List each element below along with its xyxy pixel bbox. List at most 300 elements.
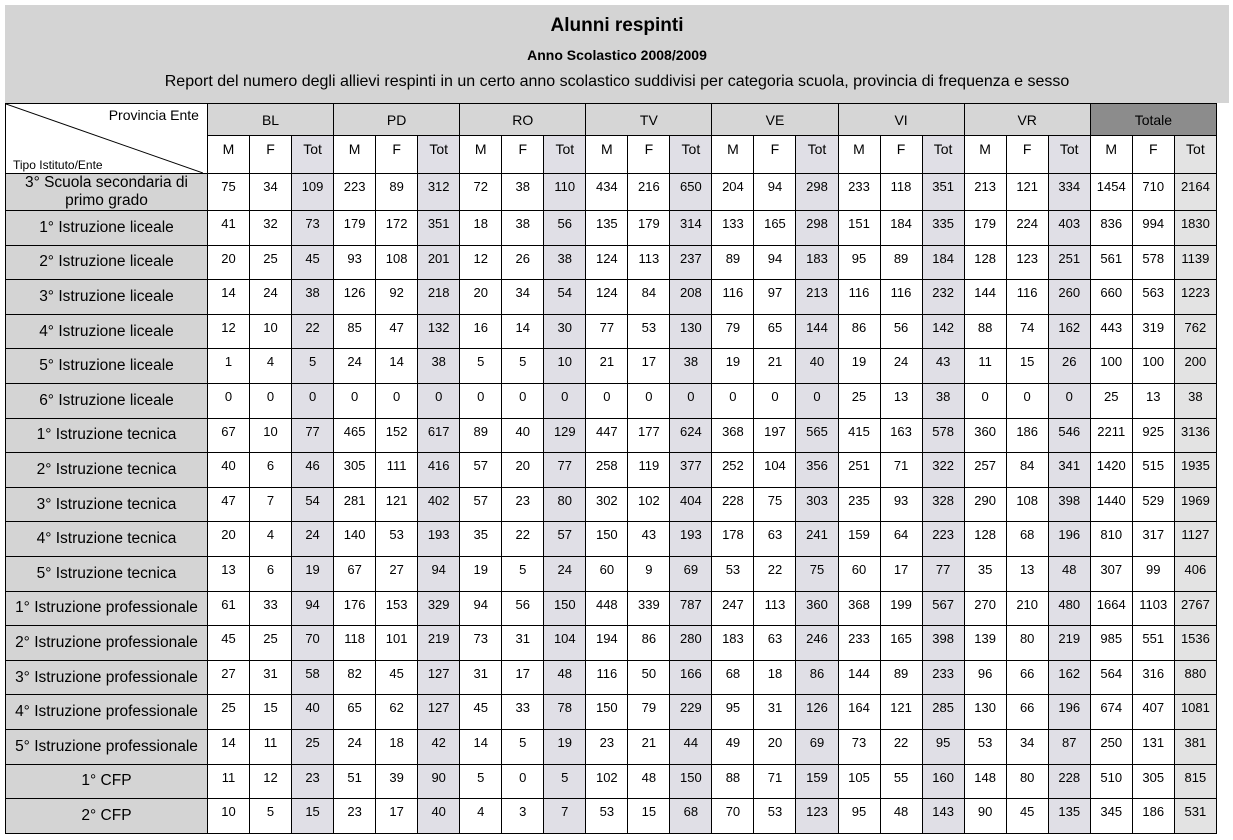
table-cell: 47: [376, 314, 418, 349]
table-cell: 53: [964, 729, 1006, 764]
table-cell: 328: [922, 487, 964, 522]
table-cell: 23: [292, 764, 334, 799]
table-cell: 96: [964, 660, 1006, 695]
table-cell: 19: [544, 729, 586, 764]
table-cell: 0: [964, 383, 1006, 418]
table-cell: 45: [376, 660, 418, 695]
table-cell: 99: [1132, 556, 1174, 591]
table-cell: 65: [334, 695, 376, 730]
corner-province-label: Provincia Ente: [108, 107, 199, 123]
table-cell: 312: [418, 174, 460, 211]
table-cell: 88: [712, 764, 754, 799]
table-cell: 94: [754, 174, 796, 211]
table-cell: 16: [460, 314, 502, 349]
table-cell: 21: [628, 729, 670, 764]
table-cell: 30: [544, 314, 586, 349]
table-cell: 345: [1090, 799, 1132, 834]
table-cell: 232: [922, 280, 964, 315]
table-cell: 102: [586, 764, 628, 799]
page-subtitle: Anno Scolastico 2008/2009: [527, 47, 707, 63]
table-cell: 80: [1006, 626, 1048, 661]
table-cell: 1454: [1090, 174, 1132, 211]
province-header-row: [6, 104, 1217, 136]
table-cell: 77: [292, 418, 334, 453]
table-cell: 23: [586, 729, 628, 764]
table-cell: 179: [334, 211, 376, 246]
table-cell: 20: [207, 522, 249, 557]
table-cell: 128: [964, 245, 1006, 280]
table-cell: 105: [838, 764, 880, 799]
table-cell: 22: [292, 314, 334, 349]
subheader-pd-tot: Tot: [418, 136, 460, 174]
table-cell: 7: [250, 487, 292, 522]
table-row: [6, 280, 1217, 315]
table-cell: 6: [250, 453, 292, 488]
table-cell: 3136: [1174, 418, 1216, 453]
table-cell: 70: [292, 626, 334, 661]
table-cell: 163: [880, 418, 922, 453]
province-header-bl: BL: [207, 104, 333, 136]
table-cell: 159: [838, 522, 880, 557]
subheader-vi-f: F: [880, 136, 922, 174]
table-cell: 144: [796, 314, 838, 349]
table-cell: 314: [670, 211, 712, 246]
subheader-bl-f: F: [250, 136, 292, 174]
table-cell: 100: [1090, 349, 1132, 384]
table-cell: 233: [838, 174, 880, 211]
table-cell: 38: [418, 349, 460, 384]
table-cell: 184: [922, 245, 964, 280]
table-cell: 0: [1006, 383, 1048, 418]
row-label: 3° Scuola secondaria di primo grado: [6, 174, 208, 211]
row-label: 4° Istruzione liceale: [6, 314, 208, 349]
table-cell: 179: [964, 211, 1006, 246]
table-cell: 416: [418, 453, 460, 488]
table-cell: 1935: [1174, 453, 1216, 488]
table-cell: 34: [1006, 729, 1048, 764]
table-cell: 25: [250, 245, 292, 280]
subheader-ve-tot: Tot: [796, 136, 838, 174]
table-cell: 19: [292, 556, 334, 591]
table-cell: 62: [376, 695, 418, 730]
table-cell: 11: [207, 764, 249, 799]
table-cell: 322: [922, 453, 964, 488]
table-cell: 15: [292, 799, 334, 834]
table-cell: 54: [544, 280, 586, 315]
table-cell: 356: [796, 453, 838, 488]
table-cell: 5: [544, 764, 586, 799]
table-cell: 165: [754, 211, 796, 246]
table-cell: 82: [334, 660, 376, 695]
table-cell: 10: [250, 418, 292, 453]
table-cell: 5: [502, 729, 544, 764]
subheader-totale-tot: Tot: [1174, 136, 1216, 174]
table-cell: 45: [292, 245, 334, 280]
table-cell: 5: [250, 799, 292, 834]
table-cell: 762: [1174, 314, 1216, 349]
table-cell: 69: [670, 556, 712, 591]
table-cell: 25: [1090, 383, 1132, 418]
table-cell: 19: [460, 556, 502, 591]
province-header-ro: RO: [460, 104, 586, 136]
table-cell: 124: [586, 245, 628, 280]
table-cell: 233: [922, 660, 964, 695]
table-cell: 150: [670, 764, 712, 799]
table-cell: 219: [1048, 626, 1090, 661]
table-cell: 11: [964, 349, 1006, 384]
table-cell: 84: [628, 280, 670, 315]
table-cell: 42: [418, 729, 460, 764]
table-cell: 184: [880, 211, 922, 246]
table-cell: 925: [1132, 418, 1174, 453]
table-cell: 60: [838, 556, 880, 591]
table-cell: 23: [334, 799, 376, 834]
table-cell: 229: [670, 695, 712, 730]
table-cell: 5: [460, 764, 502, 799]
table-cell: 20: [754, 729, 796, 764]
table-cell: 14: [376, 349, 418, 384]
table-cell: 0: [754, 383, 796, 418]
report-header: [5, 5, 1229, 103]
table-cell: 75: [796, 556, 838, 591]
province-header-pd: PD: [334, 104, 460, 136]
table-cell: 235: [838, 487, 880, 522]
table-cell: 252: [712, 453, 754, 488]
table-cell: 86: [796, 660, 838, 695]
table-cell: 140: [334, 522, 376, 557]
table-cell: 815: [1174, 764, 1216, 799]
table-cell: 95: [922, 729, 964, 764]
table-cell: 407: [1132, 695, 1174, 730]
table-cell: 1223: [1174, 280, 1216, 315]
table-cell: 25: [838, 383, 880, 418]
table-cell: 200: [1174, 349, 1216, 384]
row-label: 3° Istruzione professionale: [6, 660, 208, 695]
table-cell: 53: [712, 556, 754, 591]
table-cell: 1830: [1174, 211, 1216, 246]
table-cell: 73: [460, 626, 502, 661]
table-cell: 18: [376, 729, 418, 764]
table-cell: 100: [1132, 349, 1174, 384]
table-cell: 624: [670, 418, 712, 453]
table-cell: 24: [334, 729, 376, 764]
table-row: [6, 245, 1217, 280]
table-cell: 95: [838, 799, 880, 834]
table-row: [6, 522, 1217, 557]
table-cell: 108: [376, 245, 418, 280]
subheader-vr-m: M: [964, 136, 1006, 174]
table-cell: 415: [838, 418, 880, 453]
table-cell: 351: [922, 174, 964, 211]
table-cell: 55: [880, 764, 922, 799]
table-cell: 563: [1132, 280, 1174, 315]
table-cell: 46: [292, 453, 334, 488]
row-label: 1° Istruzione professionale: [6, 591, 208, 626]
table-cell: 216: [628, 174, 670, 211]
table-cell: 70: [712, 799, 754, 834]
table-cell: 0: [586, 383, 628, 418]
table-cell: 69: [796, 729, 838, 764]
table-cell: 152: [376, 418, 418, 453]
table-cell: 53: [586, 799, 628, 834]
table-cell: 351: [418, 211, 460, 246]
table-cell: 251: [1048, 245, 1090, 280]
table-cell: 448: [586, 591, 628, 626]
table-cell: 17: [880, 556, 922, 591]
table-cell: 43: [922, 349, 964, 384]
table-cell: 13: [880, 383, 922, 418]
row-label: 1° CFP: [6, 764, 208, 799]
table-cell: 71: [880, 453, 922, 488]
table-cell: 39: [376, 764, 418, 799]
table-cell: 133: [712, 211, 754, 246]
table-cell: 224: [1006, 211, 1048, 246]
subheader-ro-m: M: [460, 136, 502, 174]
table-row: [6, 211, 1217, 246]
table-cell: 56: [544, 211, 586, 246]
table-cell: 529: [1132, 487, 1174, 522]
table-cell: 89: [376, 174, 418, 211]
table-cell: 45: [1006, 799, 1048, 834]
table-cell: 77: [586, 314, 628, 349]
table-cell: 480: [1048, 591, 1090, 626]
table-cell: 368: [712, 418, 754, 453]
table-cell: 48: [628, 764, 670, 799]
table-cell: 68: [670, 799, 712, 834]
table-cell: 186: [1006, 418, 1048, 453]
table-cell: 578: [1132, 245, 1174, 280]
table-cell: 305: [1132, 764, 1174, 799]
table-cell: 72: [460, 174, 502, 211]
table-cell: 880: [1174, 660, 1216, 695]
table-cell: 199: [880, 591, 922, 626]
table-cell: 130: [670, 314, 712, 349]
table-cell: 0: [292, 383, 334, 418]
table-cell: 14: [502, 314, 544, 349]
table-row: [6, 418, 1217, 453]
table-cell: 32: [250, 211, 292, 246]
table-cell: 810: [1090, 522, 1132, 557]
table-cell: 0: [796, 383, 838, 418]
table-cell: 368: [838, 591, 880, 626]
table-cell: 4: [250, 349, 292, 384]
table-cell: 360: [964, 418, 1006, 453]
table-cell: 15: [628, 799, 670, 834]
table-cell: 80: [544, 487, 586, 522]
table-cell: 223: [922, 522, 964, 557]
table-cell: 74: [1006, 314, 1048, 349]
table-row: [6, 453, 1217, 488]
table-cell: 15: [1006, 349, 1048, 384]
table-cell: 1139: [1174, 245, 1216, 280]
table-cell: 45: [460, 695, 502, 730]
row-label: 1° Istruzione liceale: [6, 211, 208, 246]
subheader-tv-f: F: [628, 136, 670, 174]
table-row: [6, 695, 1217, 730]
row-label: 3° Istruzione liceale: [6, 280, 208, 315]
table-cell: 9: [628, 556, 670, 591]
table-cell: 27: [207, 660, 249, 695]
table-cell: 22: [880, 729, 922, 764]
table-cell: 11: [250, 729, 292, 764]
table-cell: 79: [712, 314, 754, 349]
table-cell: 89: [880, 245, 922, 280]
table-cell: 177: [628, 418, 670, 453]
table-cell: 710: [1132, 174, 1174, 211]
table-cell: 24: [544, 556, 586, 591]
subheader-bl-tot: Tot: [292, 136, 334, 174]
table-cell: 201: [418, 245, 460, 280]
table-cell: 0: [460, 383, 502, 418]
subheader-vr-f: F: [1006, 136, 1048, 174]
table-cell: 17: [502, 660, 544, 695]
table-cell: 18: [754, 660, 796, 695]
table-cell: 19: [712, 349, 754, 384]
table-cell: 339: [628, 591, 670, 626]
table-cell: 53: [754, 799, 796, 834]
subheader-pd-f: F: [376, 136, 418, 174]
table-cell: 126: [796, 695, 838, 730]
table-cell: 0: [418, 383, 460, 418]
table-cell: 994: [1132, 211, 1174, 246]
corner-cell: [6, 104, 208, 174]
table-cell: 25: [250, 626, 292, 661]
table-cell: 183: [712, 626, 754, 661]
table-cell: 94: [460, 591, 502, 626]
table-cell: 564: [1090, 660, 1132, 695]
table-cell: 398: [922, 626, 964, 661]
table-cell: 27: [376, 556, 418, 591]
table-cell: 1969: [1174, 487, 1216, 522]
table-cell: 406: [1174, 556, 1216, 591]
table-cell: 56: [502, 591, 544, 626]
row-label: 5° Istruzione tecnica: [6, 556, 208, 591]
table-cell: 251: [838, 453, 880, 488]
table-cell: 4: [460, 799, 502, 834]
table-cell: 204: [712, 174, 754, 211]
table-cell: 233: [838, 626, 880, 661]
table-cell: 123: [796, 799, 838, 834]
table-cell: 334: [1048, 174, 1090, 211]
table-cell: 26: [502, 245, 544, 280]
table-cell: 285: [922, 695, 964, 730]
table-cell: 165: [880, 626, 922, 661]
province-header-vi: VI: [838, 104, 964, 136]
table-cell: 12: [460, 245, 502, 280]
table-cell: 5: [502, 349, 544, 384]
table-cell: 17: [376, 799, 418, 834]
table-cell: 51: [334, 764, 376, 799]
table-cell: 260: [1048, 280, 1090, 315]
table-cell: 316: [1132, 660, 1174, 695]
table-row: [6, 660, 1217, 695]
page-title: Alunni respinti: [550, 15, 684, 36]
table-cell: 116: [838, 280, 880, 315]
row-label: 2° Istruzione professionale: [6, 626, 208, 661]
table-cell: 17: [628, 349, 670, 384]
table-cell: 94: [292, 591, 334, 626]
subheader-bl-m: M: [207, 136, 249, 174]
table-cell: 257: [964, 453, 1006, 488]
table-cell: 38: [502, 211, 544, 246]
table-cell: 24: [880, 349, 922, 384]
table-cell: 447: [586, 418, 628, 453]
table-cell: 0: [207, 383, 249, 418]
row-label: 4° Istruzione professionale: [6, 695, 208, 730]
table-cell: 48: [880, 799, 922, 834]
table-cell: 126: [334, 280, 376, 315]
province-header-totale: Totale: [1090, 104, 1216, 136]
table-cell: 130: [964, 695, 1006, 730]
table-cell: 64: [880, 522, 922, 557]
table-cell: 95: [712, 695, 754, 730]
table-cell: 135: [586, 211, 628, 246]
table-cell: 94: [754, 245, 796, 280]
table-cell: 565: [796, 418, 838, 453]
table-cell: 116: [712, 280, 754, 315]
table-cell: 89: [880, 660, 922, 695]
table-cell: 22: [754, 556, 796, 591]
table-cell: 208: [670, 280, 712, 315]
table-cell: 84: [1006, 453, 1048, 488]
table-cell: 131: [1132, 729, 1174, 764]
table-cell: 290: [964, 487, 1006, 522]
row-label: 6° Istruzione liceale: [6, 383, 208, 418]
table-cell: 10: [544, 349, 586, 384]
table-cell: 194: [586, 626, 628, 661]
table-cell: 247: [712, 591, 754, 626]
table-cell: 13: [1132, 383, 1174, 418]
table-cell: 24: [334, 349, 376, 384]
table-cell: 68: [1006, 522, 1048, 557]
row-label: 3° Istruzione tecnica: [6, 487, 208, 522]
table-cell: 25: [292, 729, 334, 764]
table-cell: 0: [502, 764, 544, 799]
table-cell: 14: [460, 729, 502, 764]
table-cell: 111: [376, 453, 418, 488]
table-cell: 61: [207, 591, 249, 626]
table-cell: 18: [460, 211, 502, 246]
table-cell: 1664: [1090, 591, 1132, 626]
subheader-vi-tot: Tot: [922, 136, 964, 174]
table-cell: 381: [1174, 729, 1216, 764]
row-label: 2° Istruzione tecnica: [6, 453, 208, 488]
table-cell: 31: [250, 660, 292, 695]
table-cell: 335: [922, 211, 964, 246]
table-cell: 24: [292, 522, 334, 557]
table-cell: 116: [880, 280, 922, 315]
table-cell: 434: [586, 174, 628, 211]
table-cell: 162: [1048, 660, 1090, 695]
table-cell: 3: [502, 799, 544, 834]
table-cell: 45: [207, 626, 249, 661]
table-cell: 317: [1132, 522, 1174, 557]
table-cell: 63: [754, 522, 796, 557]
table-cell: 303: [796, 487, 838, 522]
table-cell: 41: [207, 211, 249, 246]
table-cell: 109: [292, 174, 334, 211]
table-cell: 510: [1090, 764, 1132, 799]
subheader-tv-tot: Tot: [670, 136, 712, 174]
table-cell: 144: [964, 280, 1006, 315]
table-cell: 377: [670, 453, 712, 488]
table-cell: 219: [418, 626, 460, 661]
table-row: [6, 591, 1217, 626]
table-cell: 38: [292, 280, 334, 315]
table-cell: 166: [670, 660, 712, 695]
table-cell: 329: [418, 591, 460, 626]
table-cell: 127: [418, 660, 460, 695]
